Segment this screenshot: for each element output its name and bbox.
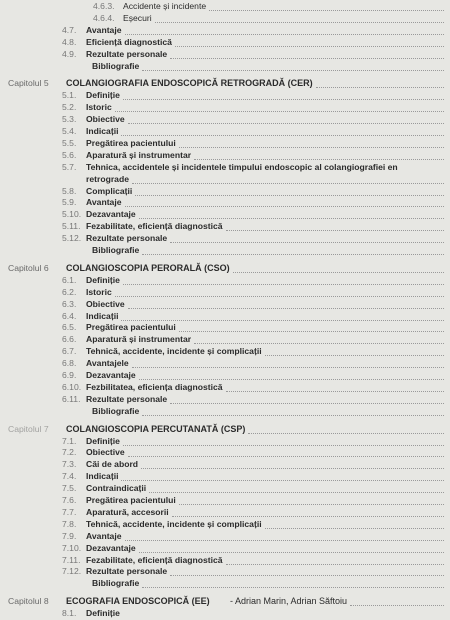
entry-number: 7.6. [62,495,77,505]
entry-number: 5.1. [62,90,77,101]
dotted-leader [125,539,444,541]
dotted-leader [128,122,444,124]
entry-number: 7.12. [62,566,82,577]
dotted-leader [121,479,444,481]
chapter-authors: - Adrian Marin, Adrian Săftoiu [230,596,348,607]
dotted-leader [170,57,444,59]
dotted-leader [125,205,444,207]
chapter-label: Capitolul 5 [8,78,49,89]
dotted-leader [123,444,444,446]
entry-title: Eficiență diagnostică [86,36,172,47]
dotted-leader [139,378,444,380]
entry-title: Pregătirea pacientului [86,495,176,505]
entry-title: Rezultate personale [86,566,168,577]
entry-title: Bibliografie [92,405,140,416]
entry-title: Istoric [86,286,112,297]
entry-number: 5.7. [62,161,77,172]
entry-title: Complicații [86,185,133,196]
entry-number: 5.11. [62,221,81,232]
entry-number: 5.10. [62,209,82,220]
dotted-leader [226,229,444,231]
toc-entry [0,405,450,418]
entry-title: Obiective [86,114,125,125]
dotted-leader [121,134,444,136]
dotted-leader [170,402,444,404]
entry-number: 4.6.4. [93,12,115,23]
entry-number: 7.1. [62,435,77,446]
entry-title: Avantaje [86,530,122,541]
dotted-leader [194,158,444,160]
entry-number: 7.7. [62,506,77,517]
entry-number: 6.4. [62,310,77,321]
chapter-label: Capitolul 8 [8,596,49,607]
dotted-leader [141,467,444,469]
entry-title: Indicații [86,471,119,482]
chapter-label: Capitolul 6 [8,262,49,273]
entry-number: 7.3. [62,459,77,470]
entry-title: Obiective [86,298,125,309]
entry-number: 7.11. [62,554,81,565]
dotted-leader [175,45,444,47]
entry-number: 4.8. [62,36,77,47]
entry-title: Eșecuri [123,12,152,23]
entry-title: retrograde [86,173,129,184]
dotted-leader [179,146,444,148]
dotted-leader [123,98,444,100]
toc-entry [0,577,450,590]
entry-number: 5.2. [62,102,77,113]
dotted-leader [172,515,444,517]
entry-number: 7.9. [62,530,77,541]
entry-title: Definiție [86,608,120,619]
toc-entry [0,607,450,620]
dotted-leader [265,354,444,356]
entry-title: Dezavantaje [86,542,136,553]
entry-number: 4.7. [62,24,77,35]
entry-number: 6.8. [62,358,77,369]
entry-title: Bibliografie [92,60,140,71]
entry-title: Bibliografie [92,245,140,255]
entry-number: 5.6. [62,149,77,160]
entry-number: 6.9. [62,370,77,380]
entry-title: Indicații [86,310,119,321]
entry-title: Fezabilitate, eficiență diagnostică [86,221,223,232]
entry-number: 6.5. [62,322,77,333]
dotted-leader [265,527,444,529]
dotted-leader [142,69,444,71]
entry-number: 7.5. [62,483,77,494]
dotted-leader [233,271,444,273]
entry-title: Rezultate personale [86,48,168,59]
entry-title: Fezabilitate, eficiență diagnostică [86,554,223,565]
dotted-leader [170,241,444,243]
entry-number: 5.5. [62,137,77,148]
dotted-leader [142,586,444,588]
entry-number: 7.8. [62,518,77,529]
entry-title: Definiție [86,274,120,285]
entry-title: Căi de abord [86,459,139,470]
entry-number: 5.4. [62,126,77,136]
entry-title: Rezultate personale [86,393,168,404]
dotted-leader [179,330,444,332]
dotted-leader [125,33,444,35]
entry-title: Tehnică, accidente, incidente și complicații [86,346,262,357]
entry-number: 5.9. [62,197,77,208]
entry-title: Bibliografie [92,578,140,589]
dotted-leader [142,253,444,255]
dotted-leader [170,574,444,576]
entry-title: Definiție [86,90,120,101]
entry-number: 7.10. [62,542,82,553]
entry-number: 6.1. [62,274,77,285]
toc-entry [0,244,450,257]
chapter-title: COLANGIOSCOPIA PERORALĂ (CSO) [66,262,230,273]
dotted-leader [121,319,444,321]
entry-title: Dezavantaje [86,370,136,380]
dotted-leader [155,21,444,23]
entry-number: 4.6.3. [93,1,115,11]
dotted-leader [128,455,444,457]
entry-number: 8.1. [62,608,77,619]
entry-title: Avantajele [86,358,129,369]
entry-title: Avantaje [86,24,122,35]
dotted-leader [226,563,444,565]
entry-number: 6.7. [62,346,77,357]
entry-title: Fezbilitatea, eficiența diagnostică [86,381,223,392]
entry-title: Pregătirea pacientului [86,322,176,333]
entry-number: 6.11. [62,393,81,404]
dotted-leader [123,283,444,285]
dotted-leader [135,194,444,196]
chapter-label: Capitolul 7 [8,423,49,434]
dotted-leader [316,86,444,88]
entry-title: Indicații [86,126,119,136]
entry-number: 5.3. [62,114,77,125]
entry-number: 7.2. [62,447,77,458]
dotted-leader [139,551,444,553]
entry-number: 6.2. [62,286,77,297]
entry-title: Aparatură, accesorii [86,506,169,517]
dotted-leader [248,432,444,434]
chapter-title: ECOGRAFIA ENDOSCOPICĂ (EE) [66,596,210,607]
dotted-leader [139,217,444,219]
entry-title: Tehnică, accidente, incidente și complicații [86,518,262,529]
entry-title: Obiective [86,447,125,458]
dotted-leader [226,390,444,392]
dotted-leader [115,110,444,112]
dotted-leader [132,366,444,368]
dotted-leader [128,307,444,309]
entry-title: Aparatură și instrumentar [86,334,192,345]
entry-number: 6.10. [62,381,82,392]
dotted-leader [142,414,444,416]
dotted-leader [209,9,444,11]
entry-number: 7.4. [62,471,77,482]
chapter-title: COLANGIOGRAFIA ENDOSCOPICĂ RETROGRADĂ (CER) [66,78,313,89]
entry-number: 6.6. [62,334,77,345]
chapter-title: COLANGIOSCOPIA PERCUTANATĂ (CSP) [66,423,246,434]
entry-number: 5.12. [62,233,82,244]
entry-title: Definiție [86,435,120,446]
toc-entry [0,60,450,73]
entry-title: Contraindicații [86,483,147,494]
entry-title: Pregătirea pacientului [86,137,176,148]
dotted-leader [149,491,444,493]
entry-title: Rezultate personale [86,233,168,244]
entry-number: 5.8. [62,185,77,196]
entry-number: 6.3. [62,298,77,309]
entry-number: 4.9. [62,48,77,59]
entry-title: Avantaje [86,197,122,208]
entry-title: Dezavantaje [86,209,136,220]
dotted-leader [115,295,444,297]
dotted-leader [132,182,444,184]
entry-title: Aparatură și instrumentar [86,149,192,160]
entry-title: Accidente și incidente [123,1,207,11]
entry-title: Tehnica, accidentele și incidentele timpului endoscopic al colangiografiei en [86,161,398,172]
entry-title: Istoric [86,102,112,113]
dotted-leader [350,604,444,606]
dotted-leader [179,503,444,505]
dotted-leader [194,342,444,344]
